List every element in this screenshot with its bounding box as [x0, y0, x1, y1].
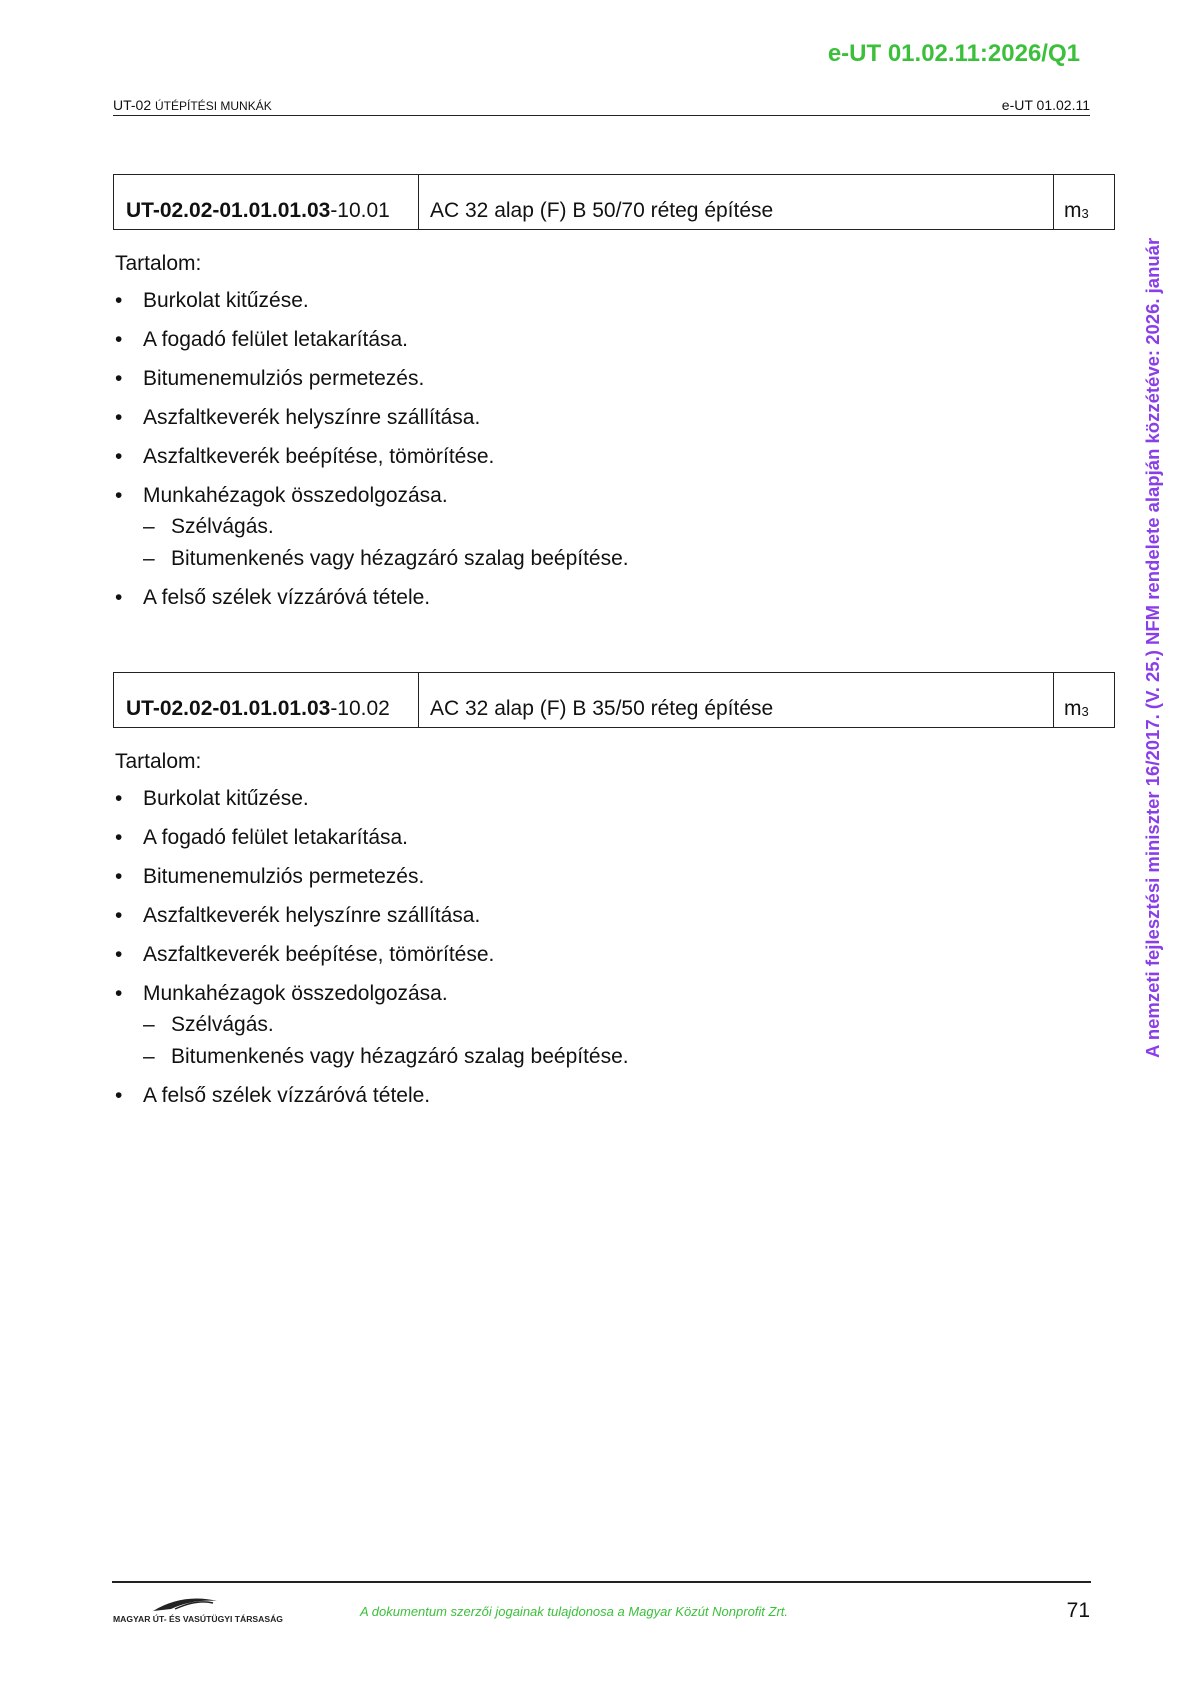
list-item [113, 405, 1115, 430]
logo-arc-icon [113, 1591, 283, 1627]
item-header-box [113, 174, 1115, 230]
sub-list-item-text: Bitumenkenés vagy hézagzáró szalag beépítése. [171, 1045, 629, 1068]
sub-list-item [143, 514, 1115, 539]
list-item [113, 444, 1115, 469]
item-code-main: UT-02.02-01.01.01.03 [126, 199, 331, 222]
list-item [113, 327, 1115, 352]
footer-copyright: A dokumentum szerzői jogainak tulajdonosa a Magyar Közút Nonprofit Zrt. [360, 1604, 789, 1619]
list-item-text: Burkolat kitűzése. [143, 289, 309, 312]
list-item-text: Munkahézagok összedolgozása. [143, 484, 448, 507]
list-item-text: A felső szélek vízzáróvá tétele. [143, 1084, 431, 1107]
item-unit [1054, 673, 1114, 727]
header-right: e-UT 01.02.11 [1001, 97, 1090, 113]
sub-list-item-text: Bitumenkenés vagy hézagzáró szalag beépítése. [171, 547, 629, 570]
unit-exponent: 3 [1081, 206, 1089, 221]
bullet-icon: • [115, 826, 123, 849]
document-code: e-UT 01.02.11:2026/Q1 [827, 40, 1080, 67]
page-number: 71 [1066, 1599, 1090, 1622]
list-item [113, 981, 1115, 1069]
bullet-icon: • [115, 445, 123, 468]
section-item-1 [113, 174, 1115, 624]
list-item-text: A fogadó felület letakarítása. [143, 826, 409, 849]
content-label: Tartalom: [115, 750, 202, 773]
dash-icon: – [143, 547, 155, 570]
dash-icon: – [143, 1045, 155, 1068]
sub-list-item-text: Szélvágás. [171, 1013, 274, 1036]
list-item-text: Aszfaltkeverék beépítése, tömörítése. [143, 445, 495, 468]
bullet-icon: • [115, 328, 123, 351]
list-item-text: Bitumenemulziós permetezés. [143, 865, 425, 888]
list-item [113, 1083, 1115, 1108]
bullet-icon: • [115, 367, 123, 390]
item-code-suffix: -10.02 [330, 697, 390, 720]
item-title: AC 32 alap (F) B 35/50 réteg építése [419, 673, 1054, 727]
dash-icon: – [143, 515, 155, 538]
bullet-icon: • [115, 586, 123, 609]
bullet-icon: • [115, 484, 123, 507]
list-item [113, 903, 1115, 928]
unit-base: m [1064, 199, 1082, 222]
item-code [114, 673, 419, 727]
side-publication-note: A nemzeti fejlesztési miniszter 16/2017. (V. 25.) NFM rendelete alapján közzétéve: 2026. január [1142, 237, 1163, 1058]
bullet-icon: • [115, 982, 123, 1005]
sub-list-item [143, 1044, 1115, 1069]
list-item [113, 585, 1115, 610]
header-left-main: ÚTÉPÍTÉSI MUNKÁK [155, 99, 272, 113]
list-item-text: A felső szélek vízzáróvá tétele. [143, 586, 431, 609]
list-item [113, 288, 1115, 313]
list-item [113, 864, 1115, 889]
dash-icon: – [143, 1013, 155, 1036]
bullet-icon: • [115, 787, 123, 810]
list-item-text: Aszfaltkeverék helyszínre szállítása. [143, 904, 481, 927]
bullet-icon: • [115, 865, 123, 888]
header-left [113, 97, 272, 113]
list-item-text: Aszfaltkeverék beépítése, tömörítése. [143, 943, 495, 966]
list-item-text: Aszfaltkeverék helyszínre szállítása. [143, 406, 481, 429]
content-label: Tartalom: [115, 252, 202, 275]
list-item-text: Munkahézagok összedolgozása. [143, 982, 448, 1005]
footer-logo [113, 1591, 283, 1627]
logo-text: MAGYAR ÚT- ÉS VASÚTÜGYI TÁRSASÁG [113, 1614, 283, 1624]
bullet-icon: • [115, 1084, 123, 1107]
item-code-suffix: -10.01 [330, 199, 390, 222]
item-unit [1054, 175, 1114, 229]
bullet-icon: • [115, 904, 123, 927]
header-left-prefix: UT-02 [113, 97, 156, 113]
list-item-text: A fogadó felület letakarítása. [143, 328, 409, 351]
sub-list [143, 1012, 1115, 1069]
content-list [113, 288, 1115, 610]
item-code-main: UT-02.02-01.01.01.03 [126, 697, 331, 720]
list-item [113, 366, 1115, 391]
list-item [113, 825, 1115, 850]
list-item-text: Burkolat kitűzése. [143, 787, 309, 810]
item-title: AC 32 alap (F) B 50/70 réteg építése [419, 175, 1054, 229]
item-code [114, 175, 419, 229]
unit-base: m [1064, 697, 1082, 720]
list-item-text: Bitumenemulziós permetezés. [143, 367, 425, 390]
content-list [113, 786, 1115, 1108]
page-header [113, 96, 1090, 116]
bullet-icon: • [115, 943, 123, 966]
unit-exponent: 3 [1081, 704, 1089, 719]
sub-list [143, 514, 1115, 571]
item-header-box [113, 672, 1115, 728]
bullet-icon: • [115, 406, 123, 429]
sub-list-item [143, 546, 1115, 571]
sub-list-item [143, 1012, 1115, 1037]
bullet-icon: • [115, 289, 123, 312]
list-item [113, 786, 1115, 811]
list-item [113, 483, 1115, 571]
list-item [113, 942, 1115, 967]
sub-list-item-text: Szélvágás. [171, 515, 274, 538]
footer-divider [112, 1581, 1091, 1583]
section-item-2 [113, 672, 1115, 1122]
